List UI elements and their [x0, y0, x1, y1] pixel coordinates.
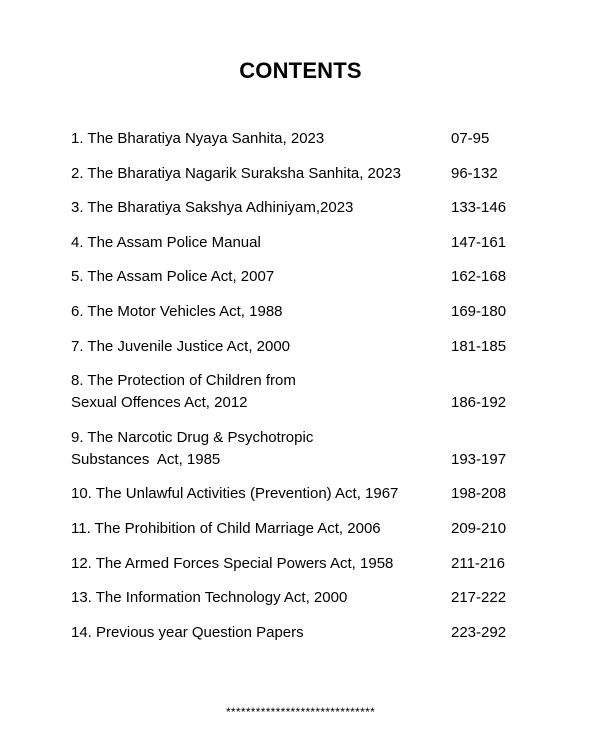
toc-entry	[71, 587, 531, 609]
toc-entry-title	[71, 163, 451, 185]
toc-entry-pages: 193-197	[451, 450, 507, 468]
toc-entry	[71, 301, 531, 323]
toc-entry-title	[71, 622, 451, 644]
footer-separator: ******************************	[225, 705, 376, 719]
toc-entry	[71, 483, 531, 505]
toc-entry-pages: 169-180	[451, 302, 507, 320]
toc-entry-title	[71, 587, 451, 609]
toc-entry-title-line: 5. The Assam Police Act, 2007	[71, 268, 275, 286]
toc-entry	[71, 370, 531, 414]
toc-entry-pages: 07-95	[451, 130, 490, 147]
toc-entry	[71, 622, 531, 644]
toc-entry	[71, 128, 531, 150]
toc-entry-title-line: 11. The Prohibition of Child Marriage Act, 2006	[71, 519, 381, 537]
toc-entry-title	[71, 553, 451, 575]
toc-entry	[71, 197, 531, 219]
toc-entry-pages: 162-168	[451, 268, 507, 286]
toc-entry-title-line: Sexual Offences Act, 2012	[71, 394, 248, 412]
toc-entry	[71, 266, 531, 288]
toc-entry-title	[71, 483, 451, 505]
toc-entry	[71, 232, 531, 254]
toc-entry-title-line: 9. The Narcotic Drug & Psychotropic	[71, 428, 314, 446]
toc-entry-title	[71, 197, 451, 219]
toc-entry-pages: 133-146	[451, 199, 507, 217]
toc-entry	[71, 518, 531, 540]
toc-entry-title	[71, 128, 451, 150]
toc-entry	[71, 427, 531, 471]
toc-entry-pages: 147-161	[451, 233, 507, 251]
toc-entry-pages: 181-185	[451, 337, 507, 355]
toc-entry-title	[71, 370, 451, 414]
toc-entry-title-line: 14. Previous year Question Papers	[71, 623, 304, 641]
toc-entry-pages: 211-216	[451, 554, 505, 572]
toc-entry-title	[71, 266, 451, 288]
toc-entry-title-line: 3. The Bharatiya Sakshya Adhiniyam,2023	[71, 199, 354, 217]
toc-entry-title	[71, 518, 451, 540]
toc-entry	[71, 163, 531, 185]
toc-entry-title-line: 13. The Information Technology Act, 2000	[71, 589, 348, 607]
toc-entry-title	[71, 427, 451, 471]
toc-entry-title-line: 2. The Bharatiya Nagarik Suraksha Sanhita, 2023	[71, 164, 401, 182]
toc-entry-title	[71, 232, 451, 254]
toc-entry-title-line: 1. The Bharatiya Nyaya Sanhita, 2023	[71, 130, 325, 147]
toc-entry-title-line: 7. The Juvenile Justice Act, 2000	[71, 337, 291, 355]
toc-entry-title-line: 4. The Assam Police Manual	[71, 233, 261, 251]
page-title: CONTENTS	[239, 58, 362, 83]
toc-entry-title-line: 6. The Motor Vehicles Act, 1988	[71, 302, 283, 320]
toc-entry	[71, 336, 531, 358]
toc-entry	[71, 553, 531, 575]
toc-entry-pages: 223-292	[451, 623, 507, 641]
toc-entry-pages: 209-210	[451, 519, 507, 537]
toc-entry-pages: 217-222	[451, 589, 507, 607]
toc-entry-title-line: Substances Act, 1985	[71, 450, 221, 468]
toc-entry-pages: 186-192	[451, 394, 507, 412]
toc-entry-title-line: 8. The Protection of Children from	[71, 372, 296, 390]
toc-entry-title-line: 12. The Armed Forces Special Powers Act, 1958	[71, 554, 394, 572]
toc-entry-title-line: 10. The Unlawful Activities (Prevention) Act, 1967	[71, 485, 399, 503]
table-of-contents	[71, 128, 531, 656]
toc-entry-pages: 198-208	[451, 485, 507, 503]
toc-entry-title	[71, 336, 451, 358]
toc-entry-pages: 96-132	[451, 164, 498, 182]
toc-entry-title	[71, 301, 451, 323]
